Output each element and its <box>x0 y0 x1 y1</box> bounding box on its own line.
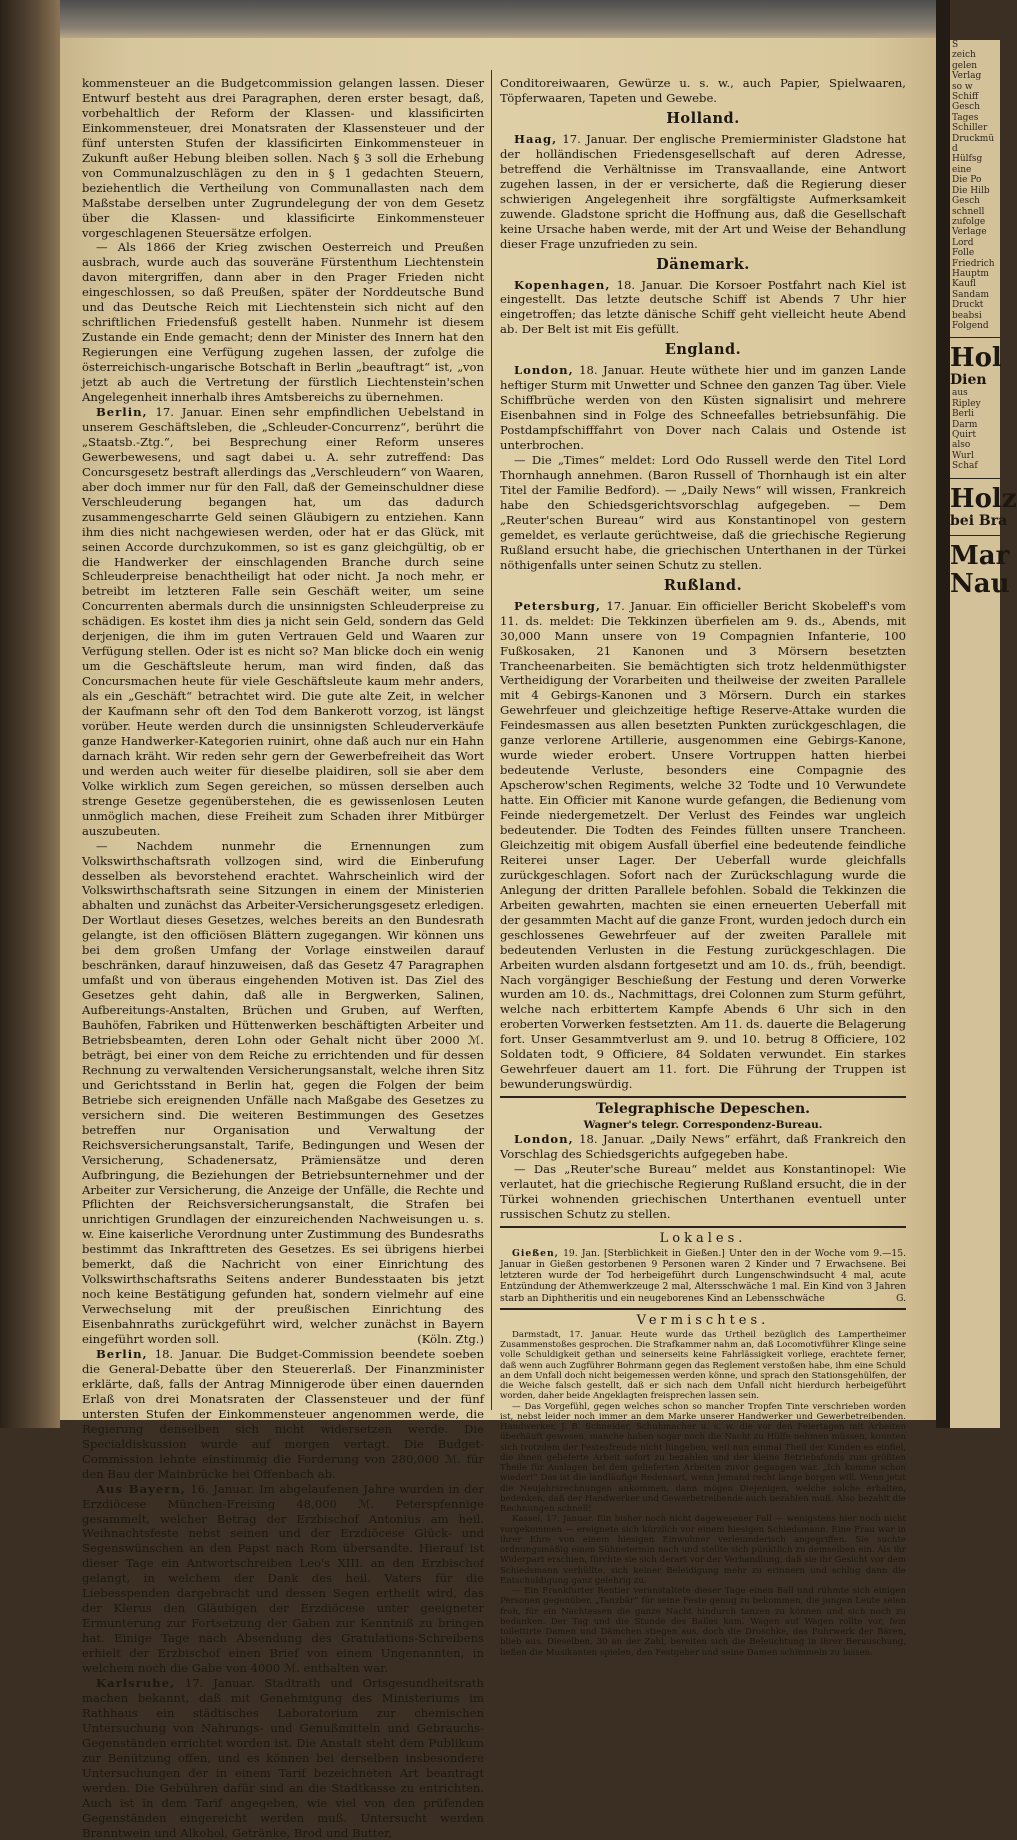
section-heading-england: England. <box>664 341 742 359</box>
top-shadow <box>60 0 940 40</box>
next-page-line: Gesch <box>952 102 980 113</box>
section-subheading-bureau: Wagner's telegr. Correspondenz-Bureau. <box>583 1119 823 1132</box>
next-page-line: schnell <box>952 206 985 217</box>
article-petersburg: Petersburg, 17. Januar. Ein officieller Bericht Skobeleff's vom 11. ds. meldet: Die Tekkinzen überfielen am 9. ds., Abends, mit 30,000 Mann unsere von 19 Compagnien Infanterie, 100 Fußkosaken, 21 Kanonen und 3 Mörsern besetzten Trancheenarbeiten. Sie bemächtigten sich trotz heldenmüthigster Vertheidigung der Vorarbeiten und theilweise der zweiten Parallele mit 4 Gebirgs-Kanonen und 3 Mörsern. Durch ein starkes Gewehrfeuer und gleichzeitige heftige Reserve-Attake wurden die Feindesmassen aus allen besetzten Punkten zurückgeschlagen, die ganze verlorene Artillerie, ausgenommen eine Gebirgs-Kanone, wurde wieder erobert. Unsere Vortruppen hatten hierbei bedeutende Verluste, besonders eine Compagnie des Apscherow'schen Regiments, welche 32 Todte und 10 Verwundete hatte. Ein Officier mit Kanone wurde gefangen, die Bedienung vom Feinde niedergemetzelt. Der Verlust des Feindes war ungleich bedeutender. Die Todten des Feindes füllten unsere Trancheen. Gleichzeitig mit obigem Ausfall überfiel eine bedeutende feindliche Reiterei unser Lager. Der Ueberfall wurde gleichfalls zurückgeschlagen. Sofort nach der Zurückschlagung wurde die Anlegung der dritten Parallele befohlen. Sobald die Tekkinzen die Arbeiten gewahrten, machten sie einen erneuerten Ueberfall mit der gesammten Macht auf die ganze Front, wurden jedoch durch ein geschlossenes Gewehrfeuer auf der zweiten Parallele mit bedeutenden Verlusten in die Festung zurückgeschlagen. Die Arbeiten wurden alsdann fortgesetzt und am 10. ds., früh, beendigt. Nach vorgängiger Beschießung der Festung und deren Vorwerke wurden am 10. ds., Nachmittags, drei Colonnen zum Sturm geführt, welche nach erbittertem Kampfe Abends 6 Uhr sich in den eroberten Vorwerken festsetzten. Am 11. ds. dauerte die Belagerung fort. Unser Gesammtverlust am 9. und 10. betrug 8 Officiere, 102 Soldaten todt, 9 Officiere, 84 Soldaten verwundet. Ein starkes Gewehrfeuer dauert am 11. fort. Die Führung der Truppen ist bewunderungswürdig. <box>500 598 906 1092</box>
dateline-place: Berlin, <box>96 1347 148 1362</box>
article-budget: kommensteuer an die Budgetcommission gelangen lassen. Dieser Entwurf besteht aus drei Paragraphen, deren erster besagt, daß, vorbehaltlich der Reform der Klassen- und klassificirten Einkommensteuer, drei Monatsraten der Klassensteuer und der fünf untersten Stufen der klassificirten Einkommensteuer in Zukunft außer Hebung bleiben sollen. Nach § 3 soll die Erhebung von Communalzuschlägen zu den in § 1 gedachten Steuern, beziehentlich die Vertheilung von Communallasten nach dem Maßstabe derselben unter Zugrundelegung der von dem Gesetz über die Klassen- und klassificirte Einkommensteuer vorgeschlagenen Steuersätze erfolgen. <box>82 76 484 240</box>
next-page-line: Folle <box>952 248 975 259</box>
next-page-line: Schiller <box>952 123 988 134</box>
next-page-heading-3: Holz <box>950 483 1017 514</box>
article-berlin-1: Berlin, 17. Januar. Einen sehr empfindlichen Uebelstand in unserem Geschäftsleben, die „Schleuder-Concurrenz“, berührt die „Staatsb.-Ztg.“, bei Besprechung einer Reform unseres Gewerbewesens, und sagt dabei u. A. sehr zutreffend: Das Concursgesetz bestraft allerdings das „Verschleudern“ von Waaren, aber doch immer nur für den Fall, daß der Gemeinschuldner diese Verschleuderung begangen hat, um das dadurch zusammengescharrte Geld seinen Gläubigern zu entziehen. Kann ihm dies nicht nachgewiesen werden, oder hat er das Glück, mit seinen Accorde durchzukommen, so ist es ganz gleichgültig, ob er die Handwerker der einschlagenden Branche durch seine Schleuderpreise benachtheiligt hat oder nicht. Ja noch mehr, er betreibt im letzteren Falle sein Geschäft weiter, um seine Concurrenten abermals durch die unsinnigsten Schleuderpreise zu schädigen. Es kostet ihm dies ja nicht sein Geld, sondern das Geld derjenigen, die ihm im guten Vertrauen Geld und Waaren zur Verfügung stellen. Oder ist es nicht so? Man blicke doch ein wenig um die Geschäftsleute herum, man wird finden, daß das Concursmachen heute für viele Geschäftsleute kaum mehr anders, als ein „Geschäft“ betrachtet wird. Die gute alte Zeit, in welcher der Kaufmann sehr oft den Tod dem Bankerott vorzog, ist längst vorüber. Heute werden durch die unsinnigsten Schleuderverkäufe ganze Handwerker-Kategorien ruinirt, ohne daß auch nur ein Hahn darnach kräht. Wir reden sehr gern der Gewerbefreiheit das Wort und werden auch weiter für dieselbe plaidiren, soll sie aber dem Volke wirklich zum Segen gereichen, so müssen derselben auch strenge Gesetze gegenüberstehen, die es gewissenlosen Leuten unmöglich machen, diese Freiheit zum Schaden ihrer Mitbürger auszubeuten. <box>82 404 484 838</box>
next-page-line: Die Po <box>952 175 982 186</box>
article-volkswirthschaftsrath: — Nachdem nunmehr die Ernennungen zum Volkswirthschaftsrath vollzogen sind, wird die Einberufung desselben als bevorstehend erachtet. Wahrscheinlich wird der Volkswirthschaftsrath seine Sitzungen in einem der Ministerien abhalten und zunächst das Arbeiter-Versicherungsgesetz erledigen. Der Wortlaut dieses Gesetzes, welches bereits an den Bundesrath gelangte, ist den officiösen Blättern zugegangen. Wir können uns bei dem großen Umfang der Vorlage einstweilen darauf beschränken, darauf hinzuweisen, daß das Gesetz 47 Paragraphen umfaßt und von überaus eingehenden Motiven ist. Das Ziel des Gesetzes geht dahin, daß alle in Bergwerken, Salinen, Aufbereitungs-Anstalten, Brüchen und Gruben, auf Werften, Bauhöfen, Fabriken und Hüttenwerken beschäftigten Arbeiter und Betriebsbeamten, deren Lohn oder Gehalt nicht über 2000 ℳ. beträgt, bei einer von dem Reiche zu errichtenden und für dessen Rechnung zu verwaltenden Versicherungsanstalt, welche ihren Sitz und Gerichtsstand in Berlin hat, gegen die Folgen der beim Betriebe sich ereignenden Unfälle nach Maßgabe des Gesetzes zu versichern sind. Die weiteren Bestimmungen des Gesetzes betreffen nur Organisation und Verwaltung der Reichsversicherungsanstalt, Tarife, Bedingungen und Wesen der Versicherung, Schadenersatz, Prämiensätze und deren Aufbringung, die Beziehungen der Betriebsunternehmer und der Arbeiter zur Versicherung, die Anzeige der Unfälle, die Rechte und Pflichten der Reichsversicherungsanstalt, die Strafen bei unrichtigen Grundlagen der einzureichenden Nachweisungen u. s. w. Eine kaiserliche Verordnung unter Zustimmung des Bundesraths bestimmt das Inkrafttreten des Gesetzes. Es sei übrigens hierbei bemerkt, daß die Nachricht von einer Einrichtung des Volkswirthschaftsraths Seitens anderer Bundesstaaten bis jetzt noch keine Bestätigung gefunden hat, sondern vielmehr auf eine Verwechselung mit der preußischen Einrichtung des Eisenbahnraths zurückgeführt wird, welcher zunächst in Bayern eingeführt worden soll. (Köln. Ztg.) <box>82 838 484 1347</box>
article-kopenhagen: Kopenhagen, 18. Januar. Die Korsoer Postfahrt nach Kiel ist eingestellt. Das letzte deutsche Schiff ist Abends 7 Uhr hier eingetroffen; das letzte dänische Schiff geht vielleicht heute Abend ab. Der Belt ist mit Eis gefüllt. <box>500 277 906 337</box>
next-page-line: Schaf <box>952 461 978 472</box>
next-page-line: Druckmü <box>952 133 995 144</box>
book-gutter <box>936 0 950 1428</box>
article-frankfurt: — Ein Frankfurter Rentier veranstaltete dieser Tage einen Ball und rühmte sich einigen Personen gegenüber, „Tanzbär“ für seine Feste genug zu bekommen, die jungen Leute seien froh, für ein Nachtessen die ganze Nacht hindurch tanzen zu können und sich noch zu bedanken. Der Tag und die Stunde des Balles kam. Wagen auf Wagen rollte vor, fein toilettirte Damen und Dämchen stiegen aus, doch die Droschke, das Fuhrwerk der Bären, blieb aus. Dieselben, 30 an der Zahl, bereiten sich die Beleuchtung in ihrer Berauschung, ließen die Musikanten spielen, den Festgeber und seine Damen schimmeln zu lassen. <box>500 1586 906 1658</box>
next-page-heading-5: Mar <box>950 540 1010 571</box>
next-page-line: Kaufl <box>952 279 976 290</box>
dateline-place: Kopenhagen, <box>514 277 611 292</box>
next-page-line: also <box>952 440 971 451</box>
next-page-line: so w <box>952 81 973 92</box>
dateline-place: Aus Bayern, <box>96 1481 186 1496</box>
column-rule <box>491 70 492 1410</box>
article-london-2: — Die „Times“ meldet: Lord Odo Russell werde den Titel Lord Thornhaugh annehmen. (Baron Russell of Thornhaugh ist ein alter Titel der Familie Bedford). — „Daily News“ will wissen, Frankreich habe den Schiedsgerichtsvorschlag aufgegeben. — Dem „Reuter'schen Bureau“ wird aus Konstantinopel von gestern gemeldet, es verlaute gerüchtweise, daß die griechische Regierung Rußland ersucht habe, die griechischen Unterthanen in der Türkei nöthigenfalls unter seinen Schutz zu stellen. <box>500 453 906 572</box>
next-page-lines <box>950 40 1000 331</box>
book-edge <box>0 0 60 1428</box>
next-page-line: Berli <box>952 409 974 420</box>
next-page-line: Wurl <box>952 450 974 461</box>
next-page-heading-1: Hol <box>950 343 1002 374</box>
next-page-line: beabsi <box>952 310 982 321</box>
next-page-line: zeich <box>952 50 976 61</box>
dateline-place: Gießen, <box>512 1247 559 1259</box>
author-initial: G. <box>896 1292 906 1304</box>
dateline-place: London, <box>514 1132 574 1147</box>
next-page-line: eine <box>952 164 972 175</box>
next-page-line: Druckt <box>952 300 984 311</box>
article-london: London, 18. Januar. Heute wüthete hier und im ganzen Lande heftiger Sturm mit Unwetter und Schnee den ganzen Tag über. Viele Schiffbrüche werden von den Küsten signalisirt und mehrere Eisenbahnen sind in Folge des Schneefalles betriebsunfähig. Die Postdampfschifffahrt von Dover nach Calais und Ostende ist unterbrochen. <box>500 363 906 453</box>
next-page-line: Hülfsg <box>952 154 983 165</box>
next-page-heading-4: bei Bra <box>950 512 1008 529</box>
section-heading-vermischtes: Vermischtes. <box>636 1312 770 1328</box>
dateline-place: Karlsruhe, <box>96 1675 176 1690</box>
next-page-line: Verlag <box>952 71 982 82</box>
article-haag: Haag, 17. Januar. Der englische Premierminister Gladstone hat der holländischen Friedensgesellschaft auf deren Adresse, betreffend die Verhältnisse im Transvaallande, eine Antwort zugehen lassen, in der er versicherte, daß die Regierung dieser schwierigen Angelegenheit ihre sorgfältigste Aufmerksamkeit zuwende. Gladstone spricht die Hoffnung aus, daß die Gesellschaft keine Ursache haben werde, mit der Art und Weise der Behandlung dieser Frage unzufrieden zu sein. <box>500 131 907 251</box>
dateline-place: Petersburg, <box>514 598 601 613</box>
next-page-line: Verlage <box>952 227 987 238</box>
next-page-line: Friedrich <box>952 258 995 269</box>
next-page-line: Darm <box>952 419 978 430</box>
next-page-line: zufolge <box>952 216 986 227</box>
next-page-line: aus <box>952 388 968 399</box>
article-darmstadt: Darmstadt, 17. Januar. Heute wurde das Urtheil bezüglich des Lampertheimer Zusammenstoßes gesprochen. Die Strafkammer nahm an, daß Locomotivführer Klinge seine volle Schuldigkeit gethan und seinerseits keine Fahrlässigkeit vorliege, erachtete ferner, daß wenn auch Zugführer Bohrmann gegen das Reglement verstoßen habe, ihm eine Schuld an dem Unfall doch nicht beigemessen werden könne, und sprach den Stationsgehülfen, der die Weiche falsch gestellt, daß er sich nach dem Unfall nicht hierdurch herbeigeführt worden, daher beide Angeklagten freisprechen lassen sein. <box>500 1329 906 1402</box>
next-page-line: Sandam <box>952 289 989 300</box>
telegram-london-2: — Das „Reuter'sche Bureau“ meldet aus Konstantinopel: Wie verlautet, hat die griechische Regierung Rußland ersucht, die in der Türkei wohnenden griechischen Unterthanen eventuell unter russischen Schutz zu stellen. <box>500 1162 906 1221</box>
article-continuation: Conditoreiwaaren, Gewürze u. s. w., auch Papier, Spielwaaren, Töpferwaaren, Tapeten und Gewebe. <box>500 76 906 105</box>
next-page-heading-2: Dien <box>950 372 987 389</box>
next-page-line: Ripley <box>952 398 981 409</box>
dateline-place: London, <box>514 363 574 378</box>
next-page-line: Tages <box>952 112 979 123</box>
column-right <box>500 76 906 1658</box>
dateline-place: Haag, <box>514 131 558 146</box>
section-heading-telegraphic: Telegraphische Depeschen. <box>595 1101 811 1118</box>
column-left <box>82 76 484 1840</box>
section-heading-lokales: Lokales. <box>659 1230 747 1246</box>
article-bayern: Aus Bayern, 16. Januar. Im abgelaufenen Jahre wurden in der Erzdiöcese München-Freising 48,000 ℳ. Peterspfennige gesammelt, welcher Betrag der Erzbischof Antonius am heil. Weihnachtsfeste nebst seinen und der Erzdiöcese Glück- und Segenswünschen an den Papst nach Rom übersandte. Hierauf ist dieser Tage ein Antwortschreiben Leo's XIII. an den Erzbischof gelangt, in welchem der Dank des heil. Vaters für die Liebesspenden dargebracht und dessen Segen ertheilt wird, das der Klerus den Gläubigen der Erzdiöcese unter geeigneter Ermunterung zur Fortsetzung der Gaben zur Kenntniß zu bringen hat. Einige Tage nach Absendung des Gratulations-Schreibens erhielt der Erzbischof einen Brief von einem Ungenannten, in welchem noch die Gabe von 4000 ℳ. enthalten war. <box>82 1481 484 1676</box>
source-credit: (Köln. Ztg.) <box>417 1332 484 1347</box>
section-heading-holland: Holland. <box>666 109 740 127</box>
article-karlsruhe: Karlsruhe, 17. Januar. Stadtrath und Ortsgesundheitsrath machen bekannt, daß mit Genehmigung des Ministeriums im Rathhaus ein städtisches Laboratorium zur chemischen Untersuchung von Nahrungs- und Genußmitteln und Gebrauchs-Gegenständen errichtet worden ist. Die Anstalt steht dem Publikum zur Benützung offen, und es können bei derselben insbesondere Untersuchungen der in einem Tarif bezeichneten Art beantragt werden. Die Gebühren dafür sind an die Stadtkasse zu entrichten. Auch ist in dem Tarif angegeben, wie viel von den prüfenden Gegenständen eingereicht werden muß. Untersucht werden Branntwein und Alkohol, Getränke, Brod und Butter, <box>82 1675 484 1840</box>
article-liechtenstein: — Als 1866 der Krieg zwischen Oesterreich und Preußen ausbrach, wurde auch das souveräne Fürstenthum Liechtenstein davon mitergriffen, dann aber in den Prager Frieden nicht eingeschlossen, so daß Preußen, später der Norddeutsche Bund und das Deutsche Reich mit Liechtenstein sich nicht auf den schriftlichen Friedensfuß gestellt haben. Nunmehr ist diesem Zustande ein Ende gemacht; denn der Minister des Innern hat den Regierungen eine Verfügung zugehen lassen, der zufolge die österreichisch-ungarische Botschaft in Berlin „beauftragt“ ist, „von jetzt ab auch die Vertretung der fürstlich Liechtenstein'schen Angelegenheit innerhalb ihres Amtsbereichs zu übernehmen. <box>82 240 484 405</box>
article-vorgefuehl: — Das Vorgefühl, gegen welches schon so mancher Tropfen Tinte verschrieben worden ist, nebst leider noch immer an dem Marke unserer Handwerker und Gewerbetreibenden. Handwerker, J. B. Schneider, Schuhmacher u. s. w. die vor den Feiertagen mit Arbeiten überhäuft gewesen, manche haben sogar noch die Nacht zu Hülfe nehmen müssen, konnten sich trotzdem der Festesfreude nicht hingeben, weil nun einmal Theil der Kunden es einfiel, die ihnen gelieferte Arbeit sofort zu bezahlen und der kleine Betriebsfonds zum größten Theile für Auslagen bei dem gelieferten Arbeiten zuvor gegangen war. „Ich komme schon wieder!“ Das ist die landläufige Redensart, wenn Jemand recht lange borgen will. Wenn jetzt die Neujahrsrechnungen ankommen, dann mögen Diejenigen, welche solche erhalten, bedenken, daß der Handwerker und Gewerbetreibende auch bezahlen muß. Also bezahlt die Rechnungen schnell! <box>500 1401 906 1515</box>
next-page-lines-2 <box>950 388 1000 471</box>
next-page-line: Schiff <box>952 92 979 103</box>
section-heading-russland: Rußland. <box>663 576 743 594</box>
next-page-line: Lord <box>952 237 974 248</box>
next-page-line: Die Hilb <box>952 185 990 196</box>
dateline-place: Berlin, <box>96 404 148 419</box>
next-page-line: d <box>952 144 958 155</box>
article-giessen: Gießen, 19. Jan. [Sterblichkeit in Gießen.] Unter den in der Woche vom 9.—15. Januar in Gießen gestorbenen 9 Personen waren 2 Kinder und 7 Erwachsene. Bei letzteren wurde der Tod herbeigeführt durch Lungenschwindsucht 4 mal, acute Entzündung der Athemwerkzeuge 2 mal, Altersschwäche 1 mal. Ein Kind von 3 Jahren starb an Diphtheritis und ein neugeborenes Kind an Lebensschwäche G. <box>500 1247 906 1304</box>
next-page-fragment <box>950 40 1017 1428</box>
next-page-heading-6: Nau <box>950 568 1010 599</box>
article-berlin-2: Berlin, 18. Januar. Die Budget-Commission beendete soeben die General-Debatte über den Steuererlaß. Der Finanzminister erklärte, daß, falls der Antrag Minnigerode über einen dauernden Erlaß von drei Monatsraten der Classensteuer und der fünf untersten Stufen der Einkommensteuer angenommen werde, die Regierung denselben sich nicht widersetzen werde. Die Specialdiskussion wurde auf morgen vertagt. Die Budget-Commission lehnte einstimmig die Forderung von 280,000 ℳ. für den Bau der Mainbrücke bei Offenbach ab. <box>82 1347 485 1481</box>
next-page-line: S <box>952 40 959 50</box>
next-page-line: Gesch <box>952 196 980 207</box>
section-heading-daenemark: Dänemark. <box>656 255 750 273</box>
article-kassel: Kassel, 17. Januar. Ein bisher noch nicht dagewesener Fall — wenigstens hier noch nicht vorgekommen — ereignete sich kürzlich vor einem hiesigen Schiedsmann. Eine Frau war in ihrer Ehre von einem hiesigen Einwohner verleumderisch angegriffen. Sie suchte ordnungsmäßig einen Sühnetermin nach und stellte sich pünktlich zu demselben ein. Als ihr Widerpart erschien, fürchte sie sich derart vor der Verhandlung, daß sie ihr Gesicht vor dem Schiedsmann verhüllte, sich keiner Beleidigung mehr zu erinnern und schlug dann die Entschuldigung ganz gelehrig zu. <box>500 1514 906 1586</box>
next-page-line: Folgend <box>952 320 989 331</box>
telegram-london: London, 18. Januar. „Daily News“ erfährt, daß Frankreich den Vorschlag des Schiedsgerichts aufgegeben habe. <box>500 1132 906 1162</box>
next-page-line: Quirt <box>952 430 976 440</box>
next-page-line: gelen <box>952 60 978 71</box>
next-page-line: Hauptm <box>952 268 989 279</box>
